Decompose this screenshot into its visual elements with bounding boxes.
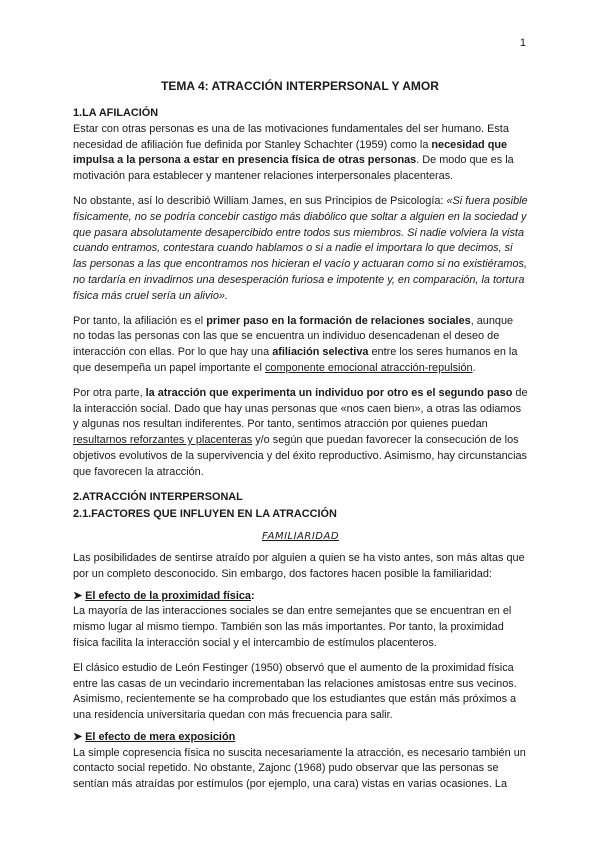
paragraph-mera-exposicion: La simple copresencia física no suscita necesariamente la atracción, es necesario también un contacto social repetido. No obstante, Zajonc (1968) pudo observar que las personas se sentían más atraídas por estímulos (por ejemplo, una cara) vistas en varias ocasiones. La <box>73 746 526 791</box>
underlined-span: resultarnos reforzantes y placenteras <box>73 434 253 447</box>
familiaridad-heading: FAMILIARIDAD <box>261 531 340 543</box>
text-span: Por otra parte, <box>73 386 146 399</box>
section-heading-atraccion: 2.ATRACCIÓN INTERPERSONAL <box>73 490 243 503</box>
bold-span: necesidad que impulsa a la persona a estar en presencia física de otras personas <box>73 138 508 167</box>
quote-span: «Si fuera posible físicamente, no se podría concebir castigo más diabólico que soltar a alguien en la sociedad y que pasara absolutamente desapercibido entre todos sus miembros. Si nadie volviera la vista cuando entramos, contestara cuando hablamos o si a nadie el importara lo que decimos, si las personas a las que encontramos nos hicieran el vacío y actuaran como si no existiéramos, no tardaría en invadirnos una desesperación furiosa e impotente y, en comparación, la tortura física más cruel sería un alivio». <box>73 194 528 302</box>
bullet-label: El efecto de la proximidad física <box>85 589 251 602</box>
bullet-mera-exposicion <box>73 730 528 746</box>
text-span: , aunque no todas las personas con las que se encuentra un individuo desencadenan el deseo de interacción con ellas. Por lo que hay una <box>73 314 514 359</box>
paragraph-segundo-paso <box>73 386 528 481</box>
bullet-proximidad <box>73 589 528 605</box>
paragraph-primer-paso <box>73 314 528 377</box>
text-span: : <box>251 589 255 602</box>
text-span: . <box>472 361 476 374</box>
arrow-bullet-icon: ➤ <box>73 730 86 743</box>
page-title: TEMA 4: ATRACCIÓN INTERPERSONAL Y AMOR <box>161 79 439 93</box>
section-heading-afiliacion: 1.LA AFILACIÓN <box>73 107 159 119</box>
page-number: 1 <box>519 37 526 49</box>
arrow-bullet-icon: ➤ <box>73 589 86 602</box>
subsection-heading-factores: 2.1.FACTORES QUE INFLUYEN EN LA ATRACCIÓN <box>73 508 337 521</box>
text-span: entre los seres humanos en la que desempeña un papel importante el <box>73 346 518 374</box>
paragraph-afiliacion-definition <box>73 122 528 185</box>
text-span: y/o según que puedan favorecer la consecución de los objetivos evolutivos de la supervivencia y del éxito reproductivo. Asimismo, hay circunstancias que favorecen la atracción. <box>73 434 527 478</box>
text-span: Estar con otras personas es una de las motivaciones fundamentales del ser humano. Esta necesidad de afiliación fue definida por Stanley Schachter (1959) como la <box>73 122 509 151</box>
paragraph-festinger: El clásico estudio de León Festinger (1950) observó que el aumento de la proximidad física entre las casas de un vecindario incrementaban las relaciones amistosas entre sus vecinos. Asimismo, recientemente se ha comprobado que los estudiantes que están más próximos a una residencia universitaria quedan con más frecuencia para salir. <box>73 661 517 722</box>
text-span: Por tanto, la afiliación es el <box>73 314 207 327</box>
bold-span: primer paso en la formación de relaciones sociales <box>206 314 471 327</box>
underlined-span: componente emocional atracción-repulsión <box>264 361 473 374</box>
text-span: de la interacción social. Dado que hay unas personas que «nos caen bien», a otras las odiamos y algunas nos resultan indiferentes. Por tanto, sentimos atracción por quienes puedan <box>73 386 528 431</box>
paragraph-william-james <box>73 194 528 305</box>
paragraph-familiaridad: Las posibilidades de sentirse atraído por alguien a quien se ha visto antes, son más altas que por un completo desconocido. Sin embargo, dos factores hacen posible la familiaridad: <box>73 551 525 580</box>
paragraph-proximidad: La mayoría de las interacciones sociales se dan entre semejantes que se encuentran en el mismo lugar al mismo tiempo. También son las más importantes. Por tanto, la proximidad física facilita la interacción social y el intercambio de estímulos placenteros. <box>73 605 512 649</box>
bold-span: afiliación selectiva <box>272 346 369 359</box>
text-span: No obstante, así lo describió William James, en sus Principios de Psicología: <box>73 194 447 207</box>
text-span: . De modo que es la motivación para establecer y mantener relaciones interpersonales placenteras. <box>73 154 514 183</box>
bold-span: la atracción que experimenta un individuo por otro es el segundo paso <box>145 386 513 399</box>
bullet-label: El efecto de mera exposición <box>85 730 236 743</box>
document-body <box>73 106 528 793</box>
